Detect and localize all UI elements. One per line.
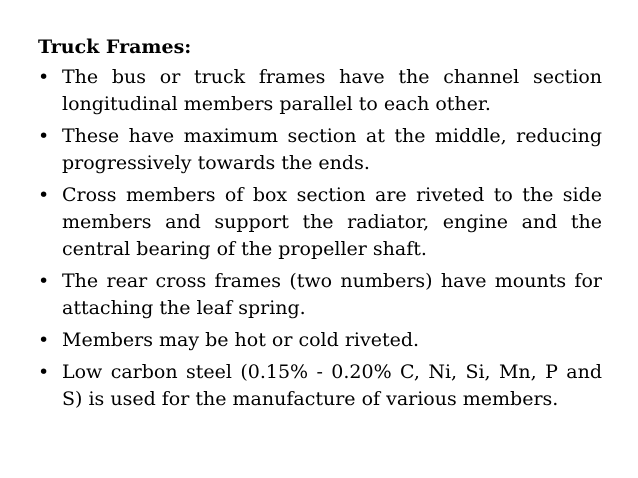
- bullet-item: [38, 182, 602, 263]
- bullet-icon: •: [38, 329, 50, 351]
- bullet-text: Cross members of box section are riveted to the side members and support the radiator, engine and the central bearing of the propeller shaft.: [62, 184, 602, 260]
- bullet-text: Low carbon steel (0.15% - 0.20% C, Ni, Si, Mn, P and S) is used for the manufacture of various members.: [62, 361, 602, 410]
- bullet-icon: •: [38, 184, 50, 206]
- slide-title: Truck Frames:: [38, 36, 192, 58]
- bullet-icon: •: [38, 270, 50, 292]
- bullet-text: Members may be hot or cold riveted.: [62, 329, 420, 351]
- bullet-text: These have maximum section at the middle, reducing progressively towards the ends.: [62, 125, 602, 174]
- bullet-icon: •: [38, 361, 50, 383]
- bullet-item: [38, 123, 602, 177]
- bullet-text: The bus or truck frames have the channel section longitudinal members parallel to each other.: [62, 66, 602, 115]
- bullet-text: The rear cross frames (two numbers) have mounts for attaching the leaf spring.: [62, 270, 602, 319]
- bullet-item: [38, 327, 602, 354]
- bullet-list: [38, 64, 602, 418]
- bullet-icon: •: [38, 66, 50, 88]
- bullet-item: [38, 268, 602, 322]
- bullet-item: [38, 64, 602, 118]
- bullet-item: [38, 359, 602, 413]
- bullet-icon: •: [38, 125, 50, 147]
